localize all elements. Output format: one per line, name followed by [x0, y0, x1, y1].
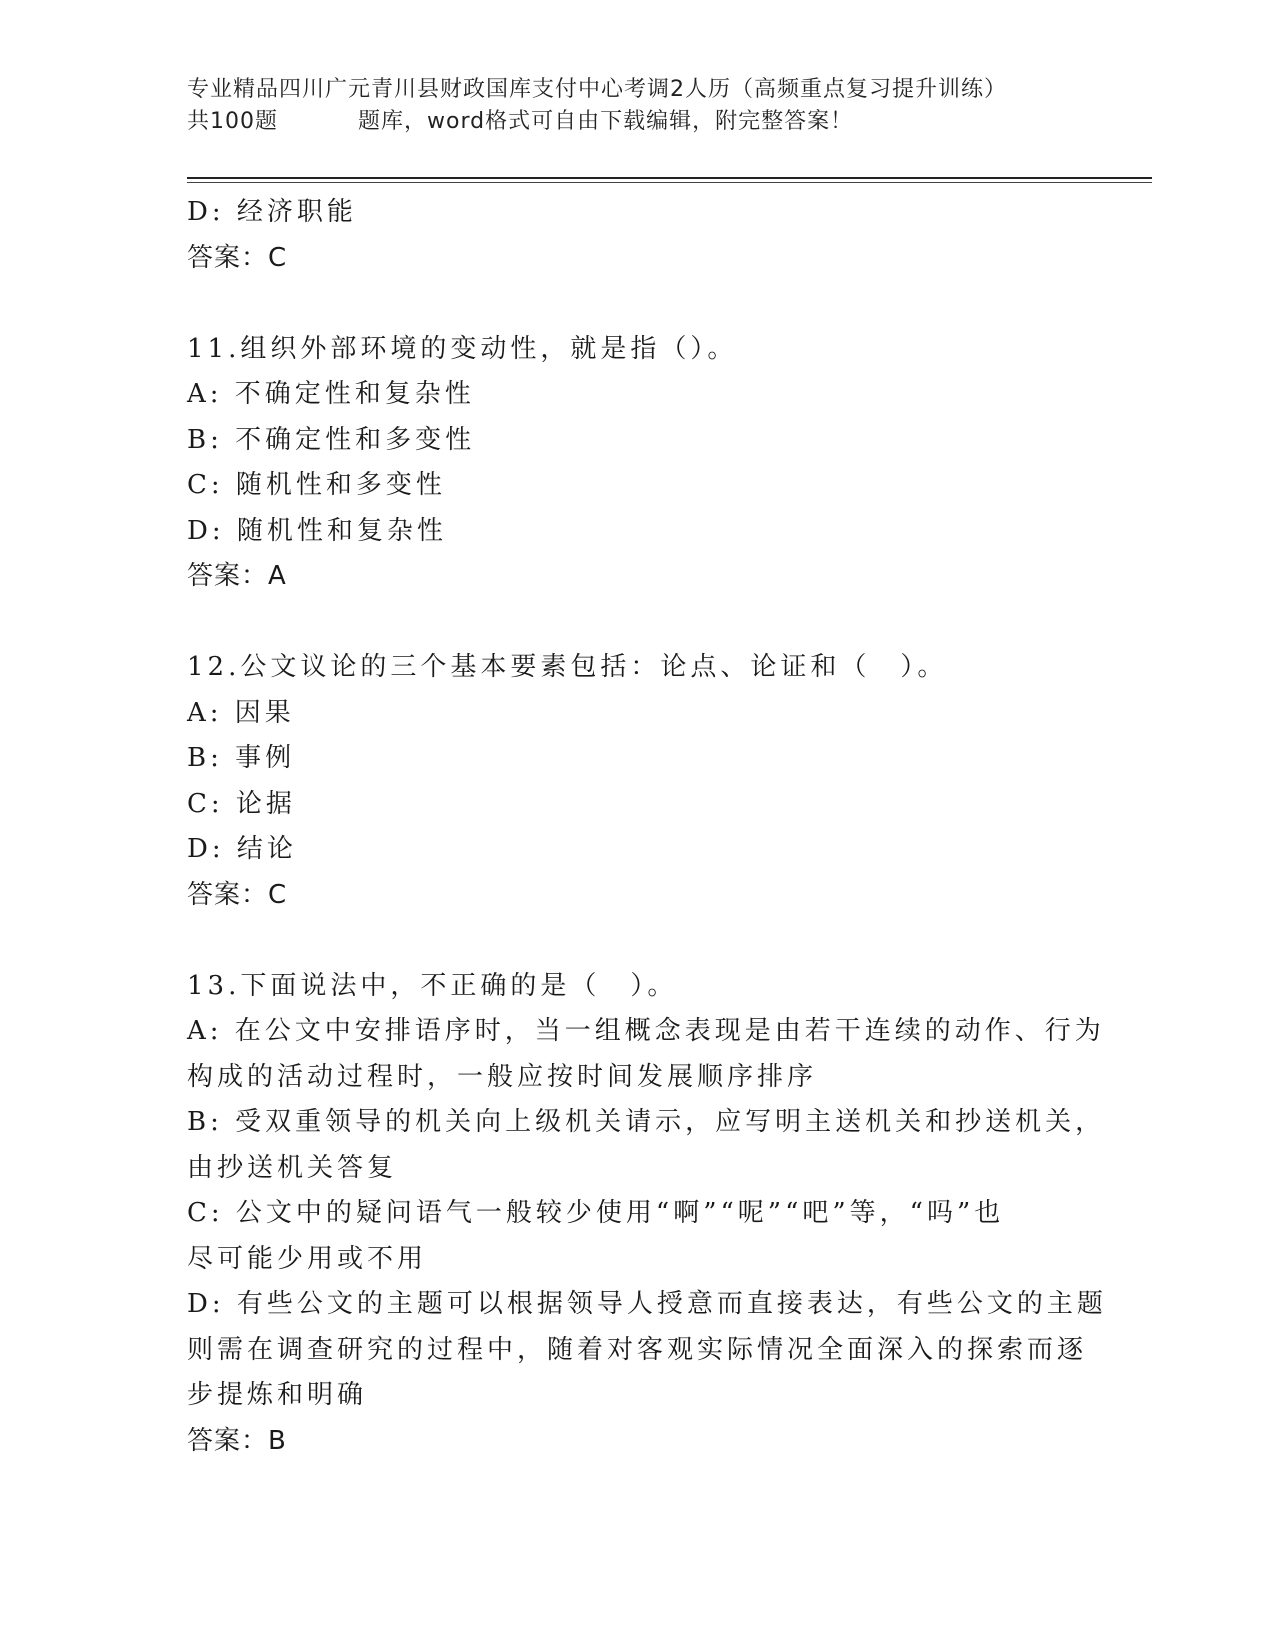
question-stem: 12.公文议论的三个基本要素包括：论点、论证和（ ）。: [187, 652, 948, 682]
header-gap: [278, 106, 358, 138]
header-divider-thin: [187, 182, 1152, 183]
question-stem: 11.组织外部环境的变动性，就是指（）。: [187, 333, 738, 364]
option-c-line-1: C: 公文中的疑问语气一般较少使用“啊”“呢”“吧”等，“吗”也: [187, 1198, 1005, 1228]
option-a: A: 不确定性和复杂性: [187, 379, 475, 409]
question-count: 共100题: [187, 109, 278, 134]
option-d: D: 结论: [187, 834, 297, 864]
question-11: [187, 327, 1087, 600]
answer-line: 答案：A: [187, 561, 287, 591]
question-spacer: [187, 918, 1087, 964]
option-b-line-2: 由抄送机关答复: [187, 1152, 398, 1183]
option-b: B: 不确定性和多变性: [187, 424, 476, 455]
option-c: C: 随机性和多变性: [187, 470, 446, 500]
header-divider-thick: [187, 177, 1152, 179]
option-a: A: 因果: [187, 697, 295, 728]
option-b: B: 事例: [187, 743, 296, 773]
header-description: 题库，word格式可自由下载编辑，附完整答案！: [358, 109, 854, 134]
question-10-tail: [187, 190, 1087, 281]
answer-line: 答案：C: [187, 242, 288, 273]
option-c: C: 论据: [187, 788, 296, 819]
document-header: [187, 74, 1087, 138]
option-b-line-1: B: 受双重领导的机关向上级机关请示，应写明主送机关和抄送机关，: [187, 1107, 1106, 1137]
header-title-line: 专业精品四川广元青川县财政国库支付中心考调2人历（高频重点复习提升训练）: [187, 77, 1007, 102]
question-spacer: [187, 600, 1087, 646]
question-12: [187, 645, 1087, 918]
option-d-line-3: 步提炼和明确: [187, 1380, 368, 1410]
option-d: D: 经济职能: [187, 197, 357, 227]
question-13: [187, 964, 1107, 1465]
option-d: D: 随机性和复杂性: [187, 515, 447, 546]
option-a-line-2: 构成的活动过程时，一般应按时间发展顺序排序: [187, 1061, 818, 1092]
option-a-line-1: A: 在公文中安排语序时，当一组概念表现是由若干连续的动作、行为: [187, 1016, 1105, 1046]
option-d-line-2: 则需在调查研究的过程中，随着对客观实际情况全面深入的探索而逐: [187, 1334, 1088, 1365]
answer-line: 答案：B: [187, 1425, 287, 1456]
answer-line: 答案：C: [187, 879, 288, 910]
option-c-line-2: 尽可能少用或不用: [187, 1243, 428, 1274]
question-list: [187, 190, 1107, 1464]
question-spacer: [187, 281, 1087, 327]
header-subtitle-line: [187, 106, 1087, 138]
option-d-line-1: D: 有些公文的主题可以根据领导人授意而直接表达，有些公文的主题: [187, 1289, 1107, 1319]
question-stem: 13.下面说法中，不正确的是（ ）。: [187, 970, 678, 1001]
